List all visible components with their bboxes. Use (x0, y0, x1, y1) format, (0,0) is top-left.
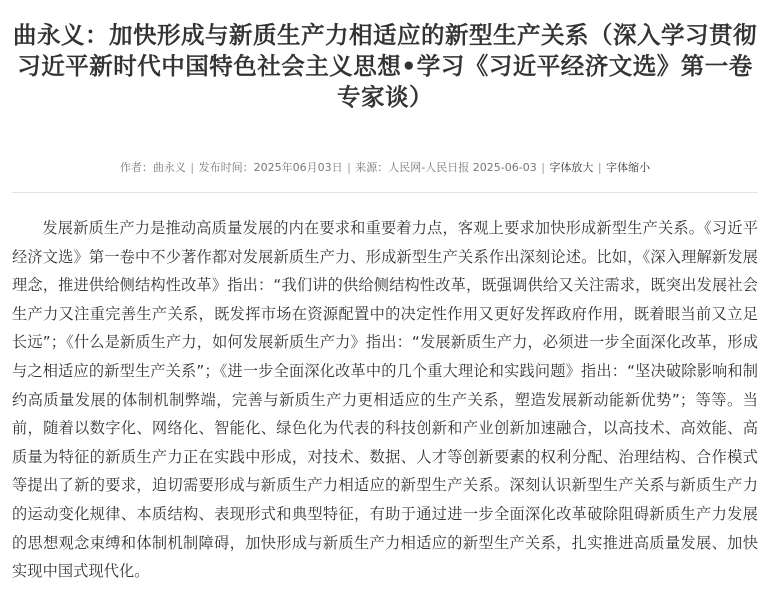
meta-separator: | (347, 161, 351, 174)
meta-publish-time: 发布时间：2025年06月03日 (198, 161, 343, 174)
meta-divider (12, 192, 758, 193)
meta-separator: | (541, 161, 545, 174)
article (12, 0, 758, 586)
meta-author: 作者：曲永义 (119, 161, 186, 174)
meta-source: 来源：人民网-人民日报 2025-06-03 (355, 161, 537, 174)
meta-separator: | (190, 161, 195, 174)
article-title: 曲永义：加快形成与新质生产力相适应的新型生产关系（深入学习贯彻习近平新时代中国特色社会主义思想•学习《习近平经济文选》第一卷专家谈） (13, 21, 757, 111)
article-paragraph: 发展新质生产力是推动高质量发展的内在要求和重要着力点，客观上要求加快形成新型生产关系。《习近平经济文选》第一卷中不少著作都对发展新质生产力、形成新型生产关系作出深刻论述。比如，《深入理解新发展理念，推进供给侧结构性改革》指出：“我们讲的供给侧结构性改革，既强调供给又关注需求，既突出发展社会生产力又注重完善生产关系，既发挥市场在资源配置中的决定性作用又更好发挥政府作用，既着眼当前又立足长远”；《什么是新质生产力，如何发展新质生产力》指出：“发展新质生产力，必须进一步全面深化改革，形成与之相适应的新型生产关系”；《进一步全面深化改革中的几个重大理论和实践问题》指出：“坚决破除影响和制约高质量发展的体制机制弊端，完善与新质生产力更相适应的生产关系，塑造发展新动能新优势”；等等。当前，随着以数字化、网络化、智能化、绿色化为代表的科技创新和产业创新加速融合，以高技术、高效能、高质量为特征的新质生产力正在实践中形成，对技术、数据、人才等创新要素的权利分配、治理结构、合作模式等提出了新的要求，迫切需要形成与新质生产力相适应的新型生产关系。深刻认识新型生产关系与新质生产力的运动变化规律、本质结构、表现形式和典型特征，有助于通过进一步全面深化改革破除阻碍新质生产力发展的思想观念束缚和体制机制障碍，加快形成与新质生产力相适应的新型生产关系，扎实推进高质量发展、加快实现中国式现代化。 (12, 219, 758, 581)
font-shrink-link[interactable]: 字体缩小 (606, 161, 651, 174)
font-enlarge-link[interactable]: 字体放大 (549, 161, 594, 174)
meta-separator: | (597, 161, 602, 174)
article-meta (12, 160, 758, 176)
